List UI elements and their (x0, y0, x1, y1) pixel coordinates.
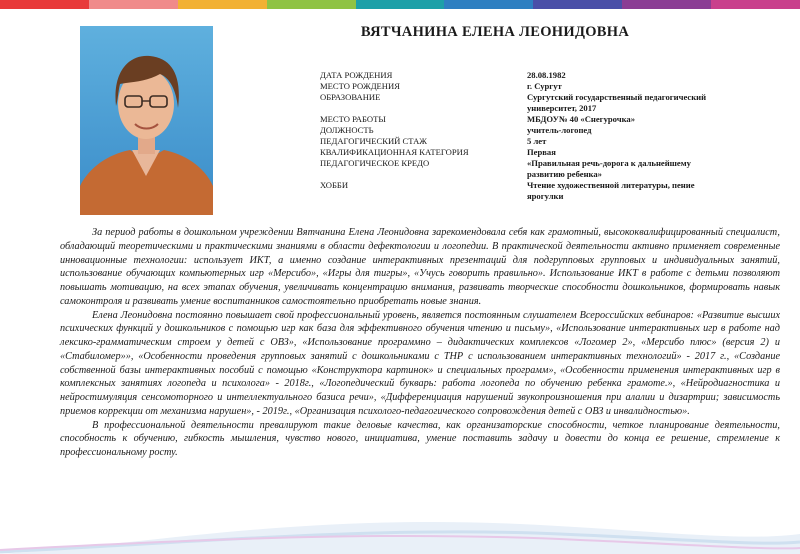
info-value: Сургутский государственный педагогический университет, 2017 (527, 92, 707, 113)
bio-paragraph: Елена Леонидовна постоянно повышает свой профессиональный уровень, является постоянным слушателем Всероссийских вебинаров: «Развитие высших психических функций у дошкольников с помощью игр как база для эффективного обучения чтению и письму», «Использование интерактивных игр в работе над лексико-грамматическим строем у детей с ОВЗ», «Использование программно – дидактических комплексов «Логомер 2», «Мерсибо плюс» (версия 2) и «Стабиломер»», «Особенности проведения групповых занятий с дошкольниками с ТНР с использованием интерактивных технологий» - 2017 г., «Создание собственной базы интерактивных пособий с помощью «Конструктора картинок» и специальных программ», «Особенности применения интерактивных игр в комплексных занятиях логопеда и психолога» - 2018г., «Логопедический букварь: работа логопеда по обучению ребенка грамоте.», «Нейродиагностика и нейростимуляция сенсомоторного и интеллектуального базиса речи», «Дифференциация нарушений звукопроизношения при алалии и дизартрии; зависимость приемов коррекции от механизма нарушен», - 2019г., «Организация психолого-педагогического сопровождения детей с ОВЗ и инвалидностью». (60, 309, 780, 417)
person-name: ВЯТЧАНИНА ЕЛЕНА ЛЕОНИДОВНА (360, 24, 630, 40)
info-value: учитель-логопед (527, 125, 592, 135)
info-row (320, 125, 730, 136)
info-row (320, 70, 730, 81)
info-label: ХОББИ (320, 180, 349, 190)
info-value: Чтение художественной литературы, пение ярогулки (527, 180, 695, 201)
color-stripe-segment (89, 0, 178, 9)
info-label: МЕСТО РОЖДЕНИЯ (320, 81, 400, 91)
info-value: МБДОУ№ 40 «Снегурочка» (527, 114, 635, 124)
info-row (320, 180, 730, 202)
color-stripe-segment (444, 0, 533, 9)
color-stripe-segment (267, 0, 356, 9)
info-value: Первая (527, 147, 556, 157)
color-stripe-segment (711, 0, 800, 9)
info-label: ОБРАЗОВАНИЕ (320, 92, 381, 102)
info-label: ПЕДАГОГИЧЕСКИЙ СТАЖ (320, 136, 427, 146)
info-row (320, 147, 730, 158)
biography-text (60, 226, 780, 460)
info-value: г. Сургут (527, 81, 562, 91)
info-row (320, 136, 730, 147)
color-stripe-segment (622, 0, 711, 9)
color-stripe-segment (178, 0, 267, 9)
info-row (320, 158, 730, 180)
info-value: «Правильная речь-дорога к дальнейшему развитию ребенка» (527, 158, 691, 179)
decorative-swoosh (0, 484, 800, 554)
info-label: ДОЛЖНОСТЬ (320, 125, 374, 135)
info-row (320, 114, 730, 125)
portrait-photo (80, 26, 213, 215)
color-stripe-segment (533, 0, 622, 9)
color-stripe-segment (356, 0, 445, 9)
bio-paragraph: В профессиональной деятельности превалируют такие деловые качества, как организаторские способности, четкое планирование деятельности, способность к обучению, гибкость мышления, чувство нового, инициатива, умение поставить задачу и довести до конца ее решение, стремление к профессиональному росту. (60, 419, 780, 458)
info-row (320, 81, 730, 92)
info-row (320, 92, 730, 114)
info-label: ДАТА РОЖДЕНИЯ (320, 70, 393, 80)
info-value: 28.08.1982 (527, 70, 566, 80)
info-value: 5 лет (527, 136, 547, 146)
info-label: МЕСТО РАБОТЫ (320, 114, 386, 124)
info-table (320, 70, 730, 202)
color-stripe (0, 0, 800, 9)
bio-paragraph: За период работы в дошкольном учреждении Вятчанина Елена Леонидовна зарекомендовала себя как грамотный, высококвалифицированный специалист, обладающий теоретическими и практическими знаниями в области дефектологии и логопедии. В практической деятельности активно применяет современные инновационные технологии: использует ИКТ, а именно создание интерактивных презентаций для подгрупповых групповых и индивидуальных занятий, использование обучающих компьютерных игр «Мерсибо», «Игры для тигры», «Учусь говорить правильно». Использование ИКТ в работе с детьми позволяют повышать мотивацию, на всех этапах обучения, увеличивать концентрацию внимания, развивать творческие способности дошкольников, формировать навык самоконтроля и развивать умение воспитанников самостоятельно приобретать новые знания. (60, 227, 780, 307)
color-stripe-segment (0, 0, 89, 9)
info-label: ПЕДАГОГИЧЕСКОЕ КРЕДО (320, 158, 430, 168)
info-label: КВАЛИФИКАЦИОННАЯ КАТЕГОРИЯ (320, 147, 469, 157)
